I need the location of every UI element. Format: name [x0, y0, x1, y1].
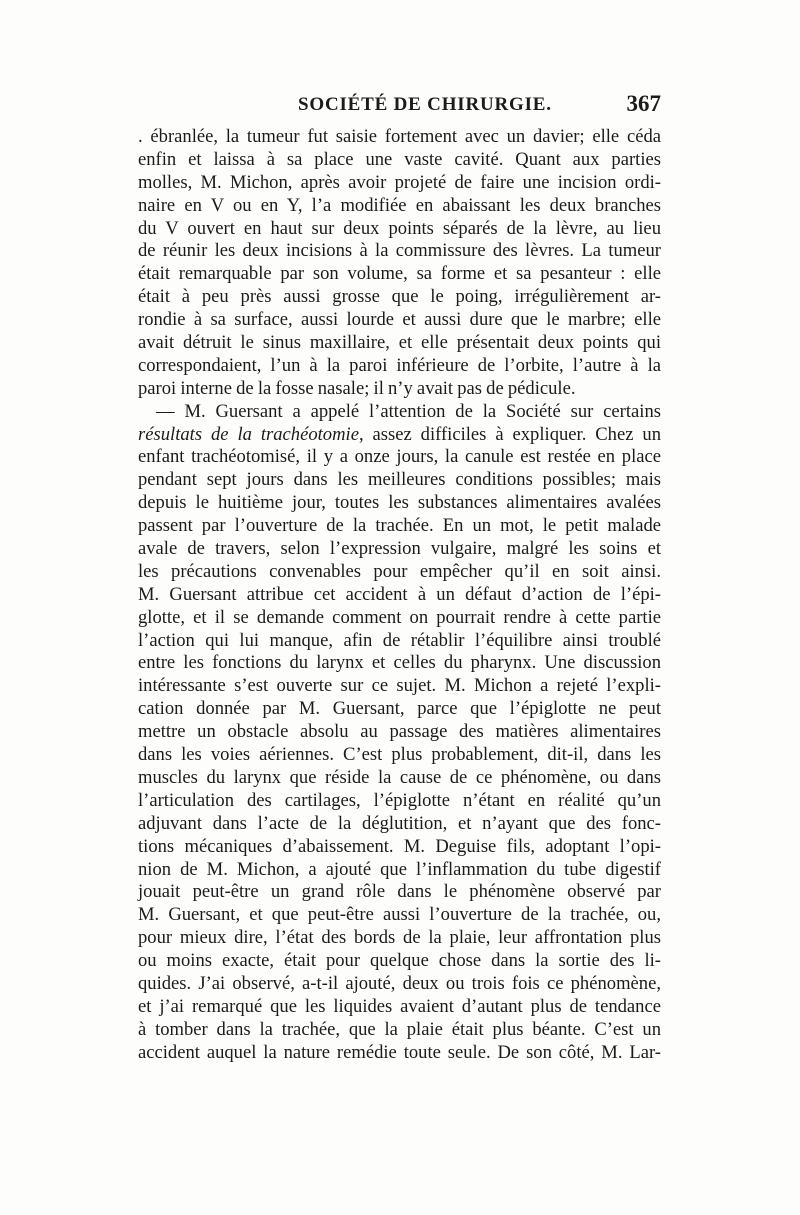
text-line: à tomber dans la trachée, que la plaie était plus béante. C’est un — [138, 1018, 661, 1040]
text-line: glotte, et il se demande comment on pourrait rendre à cette partie — [138, 606, 661, 628]
text-line: pendant sept jours dans les meilleures conditions possibles; mais — [138, 469, 661, 491]
text-line: tions mécaniques d’abaissement. M. Deguise fils, adoptant l’opi- — [138, 835, 661, 857]
text-line: de réunir les deux incisions à la commissure des lèvres. La tumeur — [138, 240, 661, 262]
text-line: muscles du larynx que réside la cause de ce phénomène, ou dans — [138, 766, 661, 788]
text-line: jouait peut-être un grand rôle dans le phénomène observé par — [138, 881, 661, 903]
text-line: pour mieux dire, l’état des bords de la plaie, leur affrontation plus — [138, 927, 661, 949]
text-line: mettre un obstacle absolu au passage des matières alimentaires — [138, 721, 661, 743]
text-line: paroi interne de la fosse nasale; il n’y avait pas de pédicule. — [138, 377, 576, 399]
text-line: intéressante s’est ouverte sur ce sujet. M. Michon a rejeté l’expli- — [138, 675, 661, 697]
text-line: dans les voies aériennes. C’est plus probablement, dit-il, dans les — [138, 744, 661, 766]
running-title: SOCIÉTÉ DE CHIRURGIE. — [298, 94, 552, 115]
text-line: naire en V ou en Y, l’a modifiée en abaissant les deux branches — [138, 194, 661, 216]
text-line: avait détruit le sinus maxillaire, et elle présentait deux points qui — [138, 332, 661, 354]
text-line: avale de travers, selon l’expression vulgaire, malgré les soins et — [138, 538, 661, 560]
text-line: ou moins exacte, était pour quelque chose dans la sortie des li- — [138, 950, 661, 972]
text-line: l’articulation des cartilages, l’épiglotte n’étant en réalité qu’un — [138, 789, 661, 811]
text-line: l’action qui lui manque, afin de rétablir l’équilibre ainsi troublé — [138, 629, 661, 651]
page-header — [138, 91, 661, 122]
text-line: adjuvant dans l’acte de la déglutition, et n’ayant que des fonc- — [138, 812, 661, 834]
text-line: molles, M. Michon, après avoir projeté de faire une incision ordi- — [138, 171, 661, 193]
text-line: passent par l’ouverture de la trachée. En un mot, le petit malade — [138, 515, 661, 537]
text-line: de la trachéotomie, assez difficiles à expliquer. Chez un — [210, 423, 661, 445]
text-line: M. Guersant attribue cet accident à un défaut d’action de l’épi- — [138, 583, 661, 605]
text-line: les précautions convenables pour empêcher qu’il en soit ainsi. — [138, 560, 661, 582]
text-line: accident auquel la nature remédie toute seule. De son côté, M. Lar- — [138, 1041, 661, 1063]
text-line: entre les fonctions du larynx et celles du pharynx. Une discussion — [138, 652, 661, 674]
text-line: et j’ai remarqué que les liquides avaient d’autant plus de tendance — [138, 995, 661, 1017]
text-line: — M. Guersant a appelé l’attention de la Société sur certains — [156, 400, 661, 422]
text-line: M. Guersant, et que peut-être aussi l’ouverture de la trachée, ou, — [138, 904, 661, 926]
page-number: 367 — [626, 91, 661, 116]
text-line: depuis le huitième jour, toutes les substances alimentaires avalées — [138, 492, 661, 514]
text-line: était à peu près aussi grosse que le poing, irrégulièrement ar- — [138, 286, 661, 308]
body-text — [138, 126, 661, 1065]
text-line: du V ouvert en haut sur deux points séparés de la lèvre, au lieu — [138, 217, 661, 239]
text-line: . ébranlée, la tumeur fut saisie fortement avec un davier; elle céda — [138, 126, 661, 147]
text-line: nion de M. Michon, a ajouté que l’inflammation du tube digestif — [138, 858, 661, 880]
text-line: était remarquable par son volume, sa forme et sa pesanteur : elle — [138, 263, 661, 285]
text-line: rondie à sa surface, aussi lourde et aussi dure que le marbre; elle — [138, 309, 661, 331]
text-line: cation donnée par M. Guersant, parce que l’épiglotte ne peut — [138, 698, 661, 720]
italic-phrase-continued: de la trachéotomie — [210, 423, 359, 445]
text-line: quides. J’ai observé, a-t-il ajouté, deux ou trois fois ce phénomène, — [138, 972, 661, 994]
italic-phrase: résultats — [138, 423, 203, 445]
text-line: correspondaient, l’un à la paroi inférieure de l’orbite, l’autre à la — [138, 354, 661, 376]
text-line: enfin et laissa à sa place une vaste cavité. Quant aux parties — [138, 148, 661, 170]
text-line-italic-lead — [138, 424, 661, 447]
text-line: enfant trachéotomisé, il y a onze jours, la canule est restée en place — [138, 446, 661, 468]
